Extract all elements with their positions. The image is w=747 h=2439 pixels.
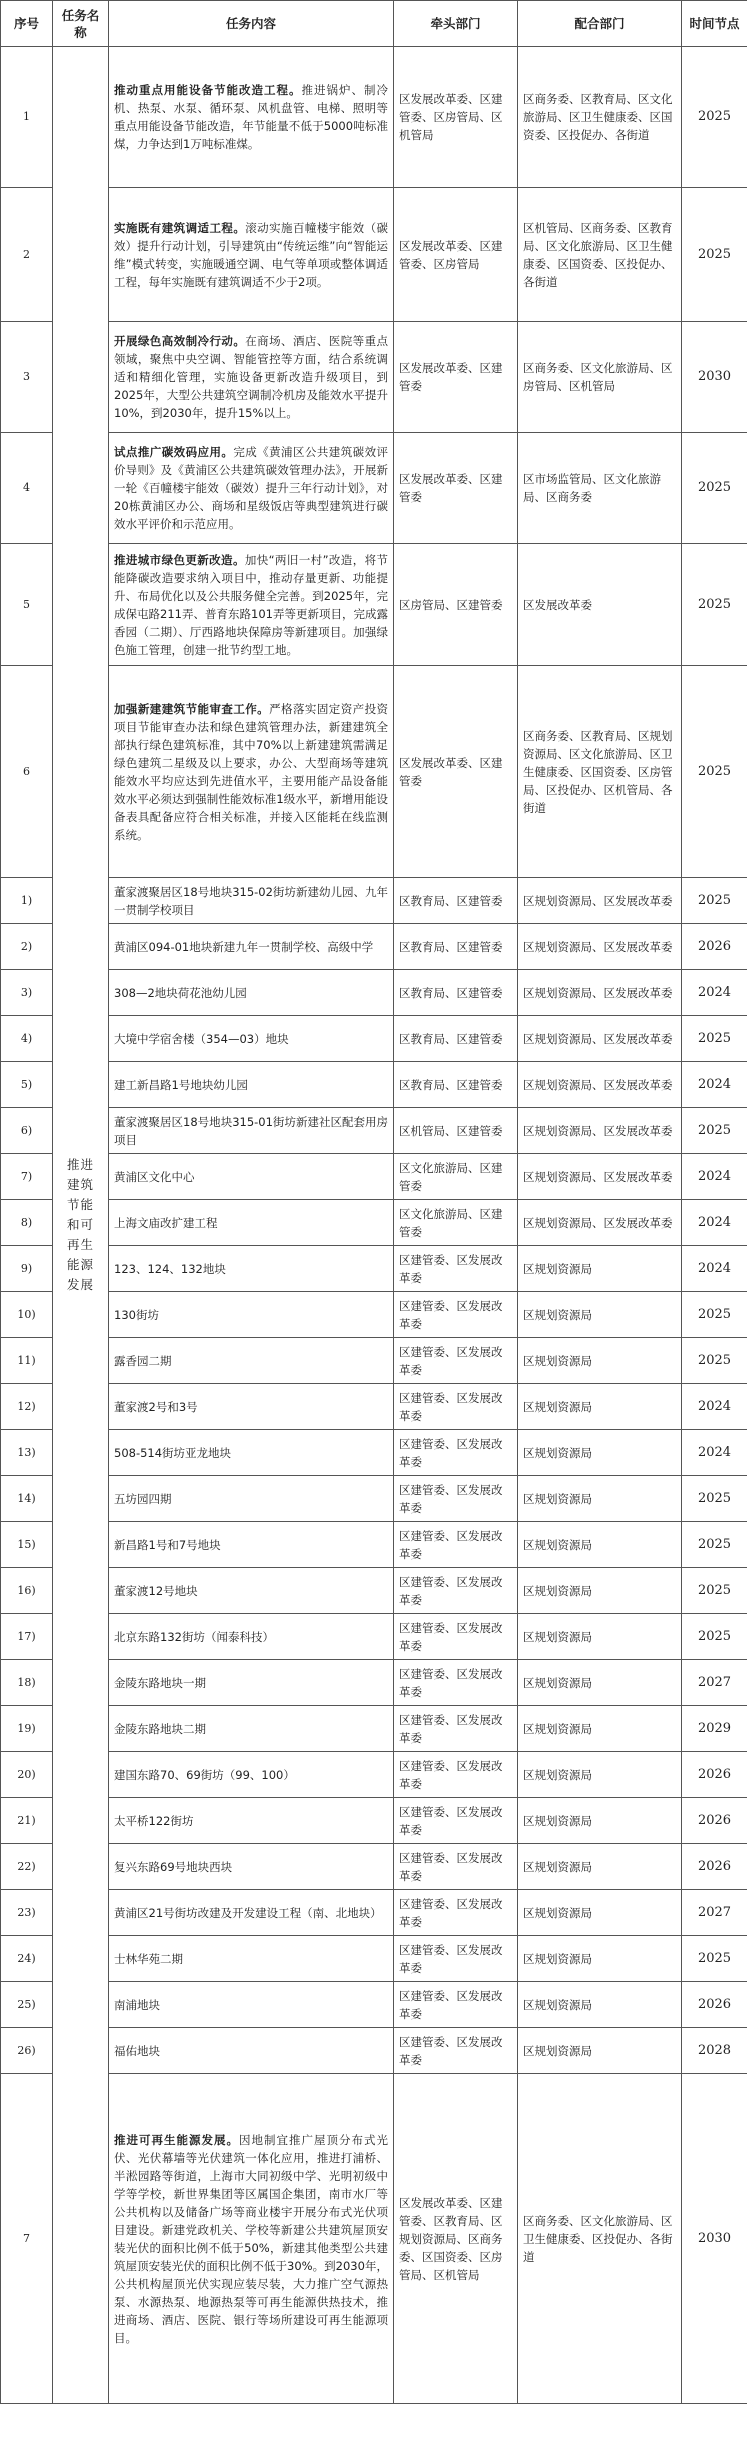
deadline-year: 2024 [682,1062,747,1108]
table-row [1,47,747,188]
lead-department: 区发展改革委、区建管委、区房管局、区机管局 [394,47,518,188]
row-number: 3 [1,322,53,433]
task-content-body: 金陵东路地块二期 [114,1721,206,1736]
table-row [1,1200,747,1246]
table-body [1,47,747,2404]
lead-department: 区建管委、区发展改革委 [394,1660,518,1706]
row-number: 6 [1,666,53,878]
deadline-year: 2025 [682,1292,747,1338]
cooperating-departments: 区规划资源局、区发展改革委 [518,1016,682,1062]
lead-department: 区机管局、区建管委 [394,1108,518,1154]
task-content [109,1476,394,1522]
cooperating-departments: 区规划资源局 [518,1798,682,1844]
lead-department: 区建管委、区发展改革委 [394,1982,518,2028]
cooperating-departments: 区发展改革委 [518,544,682,666]
table-row [1,1154,747,1200]
task-content-body: 士林华苑二期 [114,1951,183,1966]
task-content [109,1614,394,1660]
deadline-year: 2025 [682,1522,747,1568]
lead-department: 区建管委、区发展改革委 [394,1476,518,1522]
deadline-year: 2025 [682,1016,747,1062]
lead-department: 区建管委、区发展改革委 [394,1936,518,1982]
lead-department: 区文化旅游局、区建管委 [394,1154,518,1200]
table-row [1,188,747,322]
row-number: 7 [1,2074,53,2404]
deadline-year: 2025 [682,1108,747,1154]
lead-department: 区发展改革委、区建管委 [394,433,518,544]
task-content-title: 开展绿色高效制冷行动。 [114,334,246,348]
table-header-row [1,1,747,47]
row-number: 11) [1,1338,53,1384]
lead-department: 区建管委、区发展改革委 [394,1430,518,1476]
row-number: 26) [1,2028,53,2074]
table-row [1,1246,747,1292]
deadline-year: 2025 [682,544,747,666]
cooperating-departments: 区规划资源局 [518,2028,682,2074]
task-content [109,1568,394,1614]
row-number: 9) [1,1246,53,1292]
cooperating-departments: 区规划资源局 [518,1246,682,1292]
lead-department: 区建管委、区发展改革委 [394,1384,518,1430]
row-number: 12) [1,1384,53,1430]
deadline-year: 2028 [682,2028,747,2074]
task-content-body: 130街坊 [114,1307,159,1322]
header-coop: 配合部门 [518,1,682,47]
task-content-title: 加强新建建筑节能审查工作。 [114,701,270,716]
task-content-body: 上海文庙改扩建工程 [114,1215,218,1230]
cooperating-departments: 区规划资源局 [518,1292,682,1338]
lead-department: 区建管委、区发展改革委 [394,1614,518,1660]
task-content-body: 董家渡12号地块 [114,1583,198,1598]
deadline-year: 2024 [682,970,747,1016]
row-number: 16) [1,1568,53,1614]
cooperating-departments: 区规划资源局 [518,1936,682,1982]
row-number: 13) [1,1430,53,1476]
deadline-year: 2030 [682,2074,747,2404]
row-number: 2 [1,188,53,322]
task-content-body: 董家渡聚居区18号地块315-01街坊新建社区配套用房项目 [114,1114,388,1147]
lead-department: 区发展改革委、区建管委 [394,322,518,433]
cooperating-departments: 区商务委、区教育局、区规划资源局、区文化旅游局、区卫生健康委、区国资委、区房管局、区投促办、区机管局、各街道 [518,666,682,878]
table-row [1,970,747,1016]
task-content-body: 在商场、酒店、医院等重点领域，聚焦中央空调、智能管控等方面，结合系统调适和精细化管理，实施设备更新改造升级项目，到2025年，大型公共建筑空调制冷机房及能效水平提升10%，到2030年，提升15%以上。 [114,334,388,420]
deadline-year: 2026 [682,924,747,970]
row-number: 22) [1,1844,53,1890]
cooperating-departments: 区规划资源局、区发展改革委 [518,970,682,1016]
cooperating-departments: 区规划资源局 [518,1844,682,1890]
lead-department: 区建管委、区发展改革委 [394,1798,518,1844]
task-content [109,1798,394,1844]
deadline-year: 2026 [682,1752,747,1798]
task-content-body: 金陵东路地块一期 [114,1675,206,1690]
lead-department: 区建管委、区发展改革委 [394,1752,518,1798]
deadline-year: 2024 [682,1246,747,1292]
cooperating-departments: 区规划资源局 [518,1384,682,1430]
cooperating-departments: 区规划资源局 [518,1338,682,1384]
header-content: 任务内容 [109,1,394,47]
cooperating-departments: 区商务委、区教育局、区文化旅游局、区卫生健康委、区国资委、区投促办、各街道 [518,47,682,188]
cooperating-departments: 区规划资源局、区发展改革委 [518,1062,682,1108]
task-content-body: 黄浦区094-01地块新建九年一贯制学校、高级中学 [114,939,374,954]
cooperating-departments: 区规划资源局 [518,1660,682,1706]
table-row [1,1476,747,1522]
lead-department: 区建管委、区发展改革委 [394,1568,518,1614]
task-content [109,1982,394,2028]
cooperating-departments: 区市场监管局、区文化旅游局、区商务委 [518,433,682,544]
row-number: 7) [1,1154,53,1200]
table-row [1,1522,747,1568]
table-row [1,2028,747,2074]
task-content-title: 推进可再生能源发展。 [114,2132,239,2147]
lead-department: 区建管委、区发展改革委 [394,1292,518,1338]
table-row [1,1108,747,1154]
table-row [1,1752,747,1798]
header-year: 时间节点 [682,1,747,47]
deadline-year: 2024 [682,1430,747,1476]
row-number: 14) [1,1476,53,1522]
table-row [1,2074,747,2404]
deadline-year: 2024 [682,1154,747,1200]
table-row [1,1660,747,1706]
row-number: 10) [1,1292,53,1338]
deadline-year: 2025 [682,1936,747,1982]
lead-department: 区教育局、区建管委 [394,924,518,970]
cooperating-departments: 区规划资源局 [518,1706,682,1752]
lead-department: 区建管委、区发展改革委 [394,1706,518,1752]
cooperating-departments: 区规划资源局 [518,1982,682,2028]
table-row [1,666,747,878]
lead-department: 区建管委、区发展改革委 [394,2028,518,2074]
cooperating-departments: 区规划资源局、区发展改革委 [518,1108,682,1154]
deadline-year: 2025 [682,1338,747,1384]
table-row [1,1062,747,1108]
task-content-title: 试点推广碳效码应用。 [114,445,234,459]
task-content-title: 推动重点用能设备节能改造工程。 [114,83,302,97]
task-content-body: 严格落实固定资产投资项目节能审查办法和绿色建筑管理办法，新建建筑全部执行绿色建筑标准，其中70%以上新建建筑需满足绿色建筑二星级及以上要求，办公、大型商场等建筑能效水平均应达到先进值水平，主要用能产品设备能效水平必须达到强制性能效标准1级水平，新增用能设备表具配备应符合相关标准，并接入区能耗在线监测系统。 [114,701,389,842]
task-content-body: 加快“两旧一村”改造，将节能降碳改造要求纳入项目中，推动存量更新、功能提升、布局优化以及公共服务健全完善。到2025年，完成保屯路211弄、普育东路101弄等更新项目，完成露香园（二期）、厅西路地块保障房等新建项目。加强绿色施工管理，创建一批节约型工地。 [114,552,388,657]
cooperating-departments: 区规划资源局、区发展改革委 [518,924,682,970]
row-number: 5 [1,544,53,666]
task-content [109,1752,394,1798]
deadline-year: 2025 [682,188,747,322]
task-content [109,47,394,188]
lead-department: 区文化旅游局、区建管委 [394,1200,518,1246]
lead-department: 区发展改革委、区建管委、区教育局、区规划资源局、区商务委、区国资委、区房管局、区机管局 [394,2074,518,2404]
table-row [1,1338,747,1384]
table-row [1,1890,747,1936]
task-content-body: 董家渡2号和3号 [114,1399,198,1414]
lead-department: 区教育局、区建管委 [394,970,518,1016]
row-number: 2) [1,924,53,970]
table-row [1,1936,747,1982]
cooperating-departments: 区规划资源局 [518,1568,682,1614]
task-content-body: 五坊园四期 [114,1491,172,1506]
task-content [109,878,394,924]
row-number: 5) [1,1062,53,1108]
task-content [109,1016,394,1062]
task-content [109,544,394,666]
deadline-year: 2025 [682,433,747,544]
task-content [109,1062,394,1108]
lead-department: 区教育局、区建管委 [394,878,518,924]
task-content [109,1890,394,1936]
table-row [1,924,747,970]
lead-department: 区教育局、区建管委 [394,1062,518,1108]
row-number: 17) [1,1614,53,1660]
header-lead: 牵头部门 [394,1,518,47]
lead-department: 区发展改革委、区建管委 [394,666,518,878]
task-content [109,1292,394,1338]
task-content [109,1338,394,1384]
task-content-body: 308—2地块荷花池幼儿园 [114,985,247,1000]
table-row [1,322,747,433]
lead-department: 区房管局、区建管委 [394,544,518,666]
cooperating-departments: 区机管局、区商务委、区教育局、区文化旅游局、区卫生健康委、区国资委、区投促办、各街道 [518,188,682,322]
task-content-body: 露香园二期 [114,1353,172,1368]
deadline-year: 2024 [682,1384,747,1430]
task-content [109,970,394,1016]
task-content [109,1660,394,1706]
task-content [109,2028,394,2074]
task-content [109,666,394,878]
row-number: 4 [1,433,53,544]
deadline-year: 2025 [682,1476,747,1522]
row-number: 18) [1,1660,53,1706]
task-content-body: 复兴东路69号地块西块 [114,1859,233,1874]
task-content [109,1200,394,1246]
deadline-year: 2027 [682,1890,747,1936]
header-task: 任务名称 [53,1,109,47]
task-content [109,433,394,544]
task-content-title: 实施既有建筑调适工程。 [114,220,246,235]
table-row [1,878,747,924]
task-content-body: 董家渡聚居区18号地块315-02街坊新建幼儿园、九年一贯制学校项目 [114,884,388,917]
lead-department: 区建管委、区发展改革委 [394,1844,518,1890]
table-row [1,1798,747,1844]
task-content [109,1936,394,1982]
row-number: 1) [1,878,53,924]
row-number: 15) [1,1522,53,1568]
deadline-year: 2026 [682,1844,747,1890]
lead-department: 区建管委、区发展改革委 [394,1522,518,1568]
cooperating-departments: 区规划资源局、区发展改革委 [518,1154,682,1200]
task-content-body: 508-514街坊亚龙地块 [114,1445,232,1460]
table-row [1,1706,747,1752]
deadline-year: 2030 [682,322,747,433]
deadline-year: 2029 [682,1706,747,1752]
cooperating-departments: 区规划资源局 [518,1752,682,1798]
row-number: 23) [1,1890,53,1936]
deadline-year: 2026 [682,1798,747,1844]
cooperating-departments: 区规划资源局 [518,1430,682,1476]
cooperating-departments: 区规划资源局 [518,1476,682,1522]
task-content-body: 推进锅炉、制冷机、热泵、水泵、循环泵、风机盘管、电梯、照明等重点用能设备节能改造，年节能量不低于5000吨标准煤，力争达到1万吨标准煤。 [114,83,388,151]
deadline-year: 2027 [682,1660,747,1706]
task-content [109,1108,394,1154]
row-number: 4) [1,1016,53,1062]
cooperating-departments: 区规划资源局 [518,1522,682,1568]
task-content-body: 南浦地块 [114,1997,160,2012]
task-content-body: 建国东路70、69街坊（99、100） [114,1767,295,1782]
table-row [1,1568,747,1614]
row-number: 25) [1,1982,53,2028]
cooperating-departments: 区规划资源局 [518,1614,682,1660]
table-row [1,1384,747,1430]
row-number: 20) [1,1752,53,1798]
deadline-year: 2024 [682,1200,747,1246]
task-content [109,1430,394,1476]
task-content [109,188,394,322]
task-content [109,924,394,970]
table-row [1,1430,747,1476]
table-row [1,1016,747,1062]
task-content-body: 福佑地块 [114,2043,160,2058]
lead-department: 区发展改革委、区建管委、区房管局 [394,188,518,322]
cooperating-departments: 区商务委、区文化旅游局、区卫生健康委、区投促办、各街道 [518,2074,682,2404]
task-content-body: 新昌路1号和7号地块 [114,1537,221,1552]
task-content-body: 北京东路132街坊（闻泰科技） [114,1629,274,1644]
deadline-year: 2026 [682,1982,747,2028]
deadline-year: 2025 [682,878,747,924]
task-content [109,1522,394,1568]
task-content [109,322,394,433]
task-content-body: 黄浦区文化中心 [114,1169,195,1184]
task-content-body: 滚动实施百幢楼宇能效（碳效）提升行动计划，引导建筑由“传统运维”向“智能运维”模式转变，实施暖通空调、电气等单项或整体调适工程，每年实施既有建筑调适不少于2项。 [114,220,388,289]
table-row [1,433,747,544]
deadline-year: 2025 [682,1614,747,1660]
row-number: 8) [1,1200,53,1246]
task-content [109,1154,394,1200]
task-content-body: 因地制宜推广屋顶分布式光伏、光伏幕墙等光伏建筑一体化应用，推进打浦桥、半淞园路等街道，上海市大同初级中学、光明初级中学等学校，新世界集团等区属国企集团，南市水厂等公共机构以及储备广场等商业楼宇开展分布式光伏项目建设。新建党政机关、学校等新建公共建筑屋顶安装光伏的面积比例不低于50%，新建其他类型公共建筑屋顶安装光伏的面积比例不低于30%。到2030年，公共机构屋顶光伏实现应装尽装，大力推广空气源热泵、水源热泵、地源热泵等可再生能源供热技术，推进商场、酒店、医院、银行等场所建设可再生能源项目。 [114,2132,388,2345]
cooperating-departments: 区规划资源局、区发展改革委 [518,878,682,924]
task-content [109,1706,394,1752]
lead-department: 区建管委、区发展改革委 [394,1890,518,1936]
task-content [109,1246,394,1292]
table-row [1,1614,747,1660]
lead-department: 区建管委、区发展改革委 [394,1338,518,1384]
cooperating-departments: 区商务委、区文化旅游局、区房管局、区机管局 [518,322,682,433]
task-content-body: 建工新昌路1号地块幼儿园 [114,1077,248,1092]
task-content-body: 大境中学宿舍楼（354—03）地块 [114,1031,289,1046]
task-content [109,2074,394,2404]
task-content [109,1844,394,1890]
lead-department: 区教育局、区建管委 [394,1016,518,1062]
cooperating-departments: 区规划资源局、区发展改革委 [518,1200,682,1246]
row-number: 3) [1,970,53,1016]
deadline-year: 2025 [682,1568,747,1614]
cooperating-departments: 区规划资源局 [518,1890,682,1936]
task-content-body: 黄浦区21号街坊改建及开发建设工程（南、北地块） [114,1905,382,1920]
task-content [109,1384,394,1430]
task-content-title: 推进城市绿色更新改造。 [114,552,245,567]
lead-department: 区建管委、区发展改革委 [394,1246,518,1292]
row-number: 21) [1,1798,53,1844]
row-number: 19) [1,1706,53,1752]
row-number: 24) [1,1936,53,1982]
table-row [1,544,747,666]
task-content-body: 完成《黄浦区公共建筑碳效评价导则》及《黄浦区公共建筑碳效管理办法》，开展新一轮《百幢楼宇能效（碳效）提升三年行动计划》，对20栋黄浦区办公、商场和星级饭店等典型建筑进行碳效水平评价和示范应用。 [114,445,389,531]
table-row [1,1292,747,1338]
deadline-year: 2025 [682,666,747,878]
table-row [1,1982,747,2028]
row-number: 6) [1,1108,53,1154]
task-name-cell: 推进建筑节能和可再生能源发展 [53,47,109,2404]
task-content-body: 123、124、132地块 [114,1261,226,1276]
deadline-year: 2025 [682,47,747,188]
row-number: 1 [1,47,53,188]
task-content-body: 太平桥122街坊 [114,1813,194,1828]
table-row [1,1844,747,1890]
header-num: 序号 [1,1,53,47]
